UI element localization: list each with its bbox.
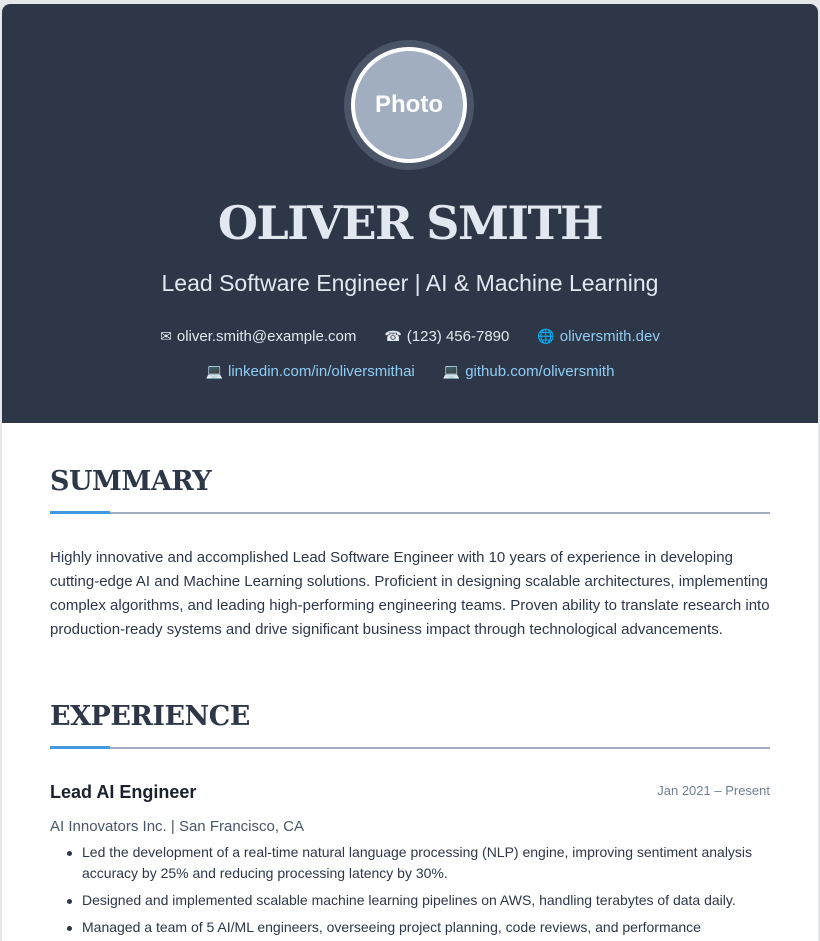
summary-divider-accent — [50, 511, 110, 514]
job-company: AI Innovators Inc. | San Francisco, CA — [50, 818, 305, 835]
experience-divider-accent — [50, 746, 110, 749]
list-item: Led the development of a real-time natural language processing (NLP) engine, improving sentiment analysis accuracy by 25% and reducing processing latency by 30%. — [64, 842, 764, 884]
contact-row-primary — [2, 328, 818, 345]
contact-linkedin-link[interactable] — [206, 363, 415, 380]
globe-icon: 🌐 — [537, 328, 555, 344]
contact-email[interactable] — [160, 328, 356, 345]
contact-row-secondary — [2, 363, 818, 380]
linkedin-text: linkedin.com/in/oliversmithai — [228, 363, 415, 380]
summary-divider — [50, 512, 770, 514]
profile-photo-placeholder: Photo — [351, 47, 467, 163]
summary-text: Highly innovative and accomplished Lead Software Engineer with 10 years of experience in developing cutting-edge AI and Machine Learning solutions. Proficient in designing scalable architectures, implementing complex algorithms, and leading high-performing engineering teams. Proven ability to translate research into production-ready systems and drive significant business impact through technological advancements. — [50, 549, 770, 638]
experience-heading: EXPERIENCE — [50, 701, 250, 732]
job-bullets — [64, 842, 764, 941]
website-text: oliversmith.dev — [559, 328, 660, 345]
summary-heading: SUMMARY — [50, 466, 212, 497]
laptop-icon: 💻 — [205, 363, 223, 379]
job-dates: Jan 2021 – Present — [657, 783, 770, 798]
experience-divider — [50, 747, 770, 749]
list-item: Designed and implemented scalable machine learning pipelines on AWS, handling terabytes of data daily. — [64, 890, 764, 911]
resume-page — [2, 4, 818, 941]
resume-header — [2, 4, 818, 423]
laptop-icon: 💻 — [442, 363, 461, 379]
envelope-icon: ✉ — [160, 328, 172, 344]
job-title: Lead AI Engineer — [50, 782, 197, 802]
github-text: github.com/oliversmith — [465, 363, 615, 380]
contact-github-link[interactable] — [443, 363, 615, 380]
contact-phone[interactable] — [384, 328, 509, 345]
candidate-tagline: Lead Software Engineer | AI & Machine Learning — [161, 270, 659, 296]
phone-icon: ☎ — [384, 328, 402, 344]
list-item: Managed a team of 5 AI/ML engineers, overseeing project planning, code reviews, and performance — [64, 917, 764, 938]
email-text: oliver.smith@example.com — [176, 328, 357, 345]
phone-text: (123) 456-7890 — [406, 328, 510, 345]
candidate-name: OLIVER SMITH — [217, 196, 603, 250]
contact-website-link[interactable] — [537, 328, 659, 345]
